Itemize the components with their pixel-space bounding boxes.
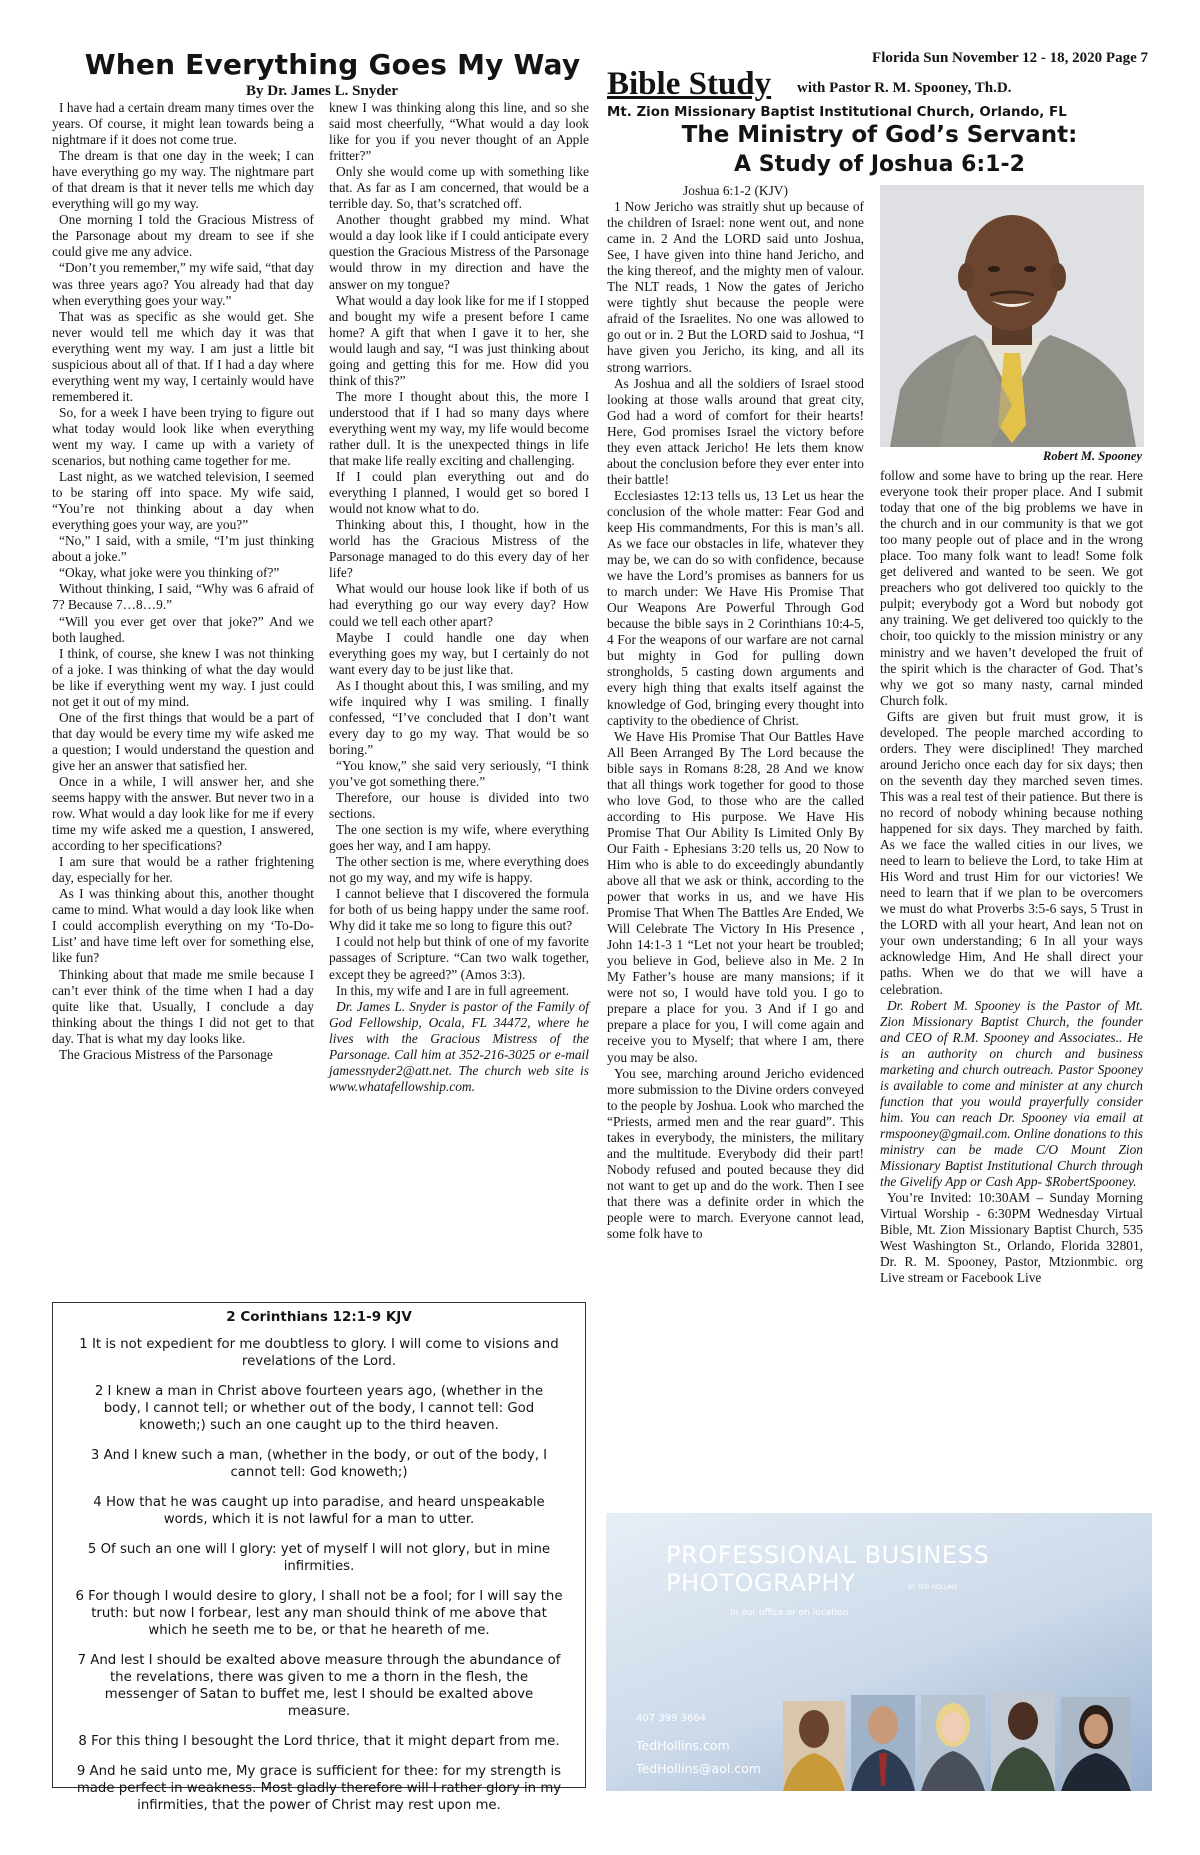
portrait-illustration — [880, 185, 1144, 447]
service-invitation: You’re Invited: 10:30AM – Sunday Morning Virtual Worship - 6:30PM Wednesday Virtual Bible, Mt. Zion Missionary Baptist Church, 535 West Washington St., Orlando, Florida 32801, Dr. R. M. Spooney, Pastor, Mtzionmbic. org Live stream or Facebook Live — [880, 1190, 1143, 1286]
scripture-verse: 4 How that he was caught up into paradise, and heard unspeakable words, which it is not lawful for a man to utter. — [93, 1495, 545, 1527]
paragraph: I think, of course, she knew I was not thinking of a joke. I was thinking of what the day would be like if everything went my way. I just could not get it out of my mind. — [52, 645, 314, 709]
scripture-verse: 2 I knew a man in Christ above fourteen years ago, (whether in the body, I cannot tell; or whether out of the body, I cannot tell: God knoweth;) such an one caught up to the third heaven. — [94, 1384, 544, 1433]
headshot-5 — [1061, 1697, 1131, 1791]
paragraph: Thinking about this, I thought, how in the world has the Gracious Mistress of the Parsonage managed to do this every day of her life? — [329, 517, 589, 581]
paragraph: In this, my wife and I are in full agreement. — [336, 982, 570, 998]
paragraph: I have had a certain dream many times over the years. Of course, it might lean towards being a nightmare if it does not come true. — [52, 100, 314, 148]
paragraph: As I was thinking about this, another thought came to mind. What would a day look like when I could accomplish everything on my ‘To-Do-List’ and have time left over for something else, like fun? — [52, 886, 314, 966]
ad-byline: BY TED HOLLINS — [908, 1584, 958, 1591]
paragraph: What would a day look like for me if I stopped and bought my wife a present before I came home? A gift that when I gave it to her, she would laugh and say, “I was just thinking about going and getting this for me. How did you think of this?” — [329, 292, 589, 388]
pastor-portrait-photo — [880, 185, 1144, 447]
paragraph: You see, marching around Jericho evidenced more submission to the Divine orders conveyed to the people by Joshua. Look who marched the “Priests, armed men and the rear guard”. This takes in everybody, the ministers, the military and the multitude. Everybody did their part! Nobody refused and pouted because they did not want to get up and do the work. Then I see that there was a definite order in which the people were to march. Everyone cannot lead, some folk have to — [607, 1065, 864, 1242]
paragraph: As Joshua and all the soldiers of Israel stood looking at those walls around that great city, God had a word of comfort for their hearts! Here, God promises Israel the victory before they even attack Jericho! He lets them know about the conclusion before they ever enter into their battle! — [607, 375, 864, 487]
church-name: Mt. Zion Missionary Baptist Institutional Church, Orlando, FL — [607, 105, 1067, 120]
paragraph: Ecclesiastes 12:13 tells us, 13 Let us hear the conclusion of the whole matter: Fear God and keep His commandments, For this is man’s all. As we face our obstacles in life, whatever they may be, we can do so with confidence, because we have the Lord’s promises as banners for us to march under: We Have His Promise That Our Weapons Are Powerful Through God because the bible says in 2 Corinthians 10:4-5, 4 For the weapons of our warfare are not carnal but mighty in God for pulling down strongholds, 5 casting down arguments and every high thing that exalts itself against the knowledge of God, bringing every thought into captivity to the obedience of Christ. — [607, 487, 864, 728]
paragraph: knew I was thinking along this line, and so she said most cheerfully, “What would a day look like for you if you never thought of an Apple fritter?” — [329, 100, 589, 164]
paragraph: “Will you ever get over that joke?” And we both laughed. — [52, 613, 314, 645]
scripture-verse: 9 And he said unto me, My grace is sufficient for thee: for my strength is made perfect in weakness. Most gladly therefore will I rather glory in my infirmities, that the power of Christ may rest upon me. — [76, 1764, 562, 1813]
ad-title-line-2: PHOTOGRAPHY — [666, 1569, 856, 1597]
bible-study-column-2 — [880, 468, 1143, 1286]
pastor-bio: Dr. Robert M. Spooney is the Pastor of Mt. Zion Missionary Baptist Church, the founder and CEO of R.M. Spooney and Associates.. He is an authority on church and business marketing and church outreach. Pastor Spooney is available to come and minister at any church function that you would prayerfully consider him. You can reach Dr. Spooney via email at rmspooney@gmail.com. Online donations to this ministry can be made C/O Mount Zion Missionary Baptist Institutional Church through the Givelify App or Cash App- $RobertSpooney. — [880, 997, 1144, 1190]
ad-title-line-1: PROFESSIONAL BUSINESS — [666, 1541, 990, 1569]
paragraph: Last night, as we watched television, I seemed to be staring off into space. My wife said, “You’re not thinking about a day when everything goes your way, are you?” — [52, 469, 314, 533]
paragraph: What would our house look like if both of us had everything go our way every day? How could we tell each other apart? — [329, 581, 589, 629]
paragraph: That was as specific as she would get. She never would tell me which day it was that everything went my way. I am just a little bit suspicious about all of that. If I had a day where everything went my way, I certainly would have remembered it. — [52, 308, 314, 404]
paragraph: The other section is me, where everything does not go my way, and my wife is happy. — [329, 854, 589, 886]
paragraph: One of the first things that would be a part of that day would be every time my wife asked me a question; I would understand the question and give her an answer that satisfied her. — [52, 709, 314, 773]
headshot-1 — [783, 1701, 845, 1791]
paragraph: Only she would come up with something like that. As far as I am concerned, that would be a terrible day. So, that’s scratched off. — [329, 164, 589, 212]
article-column-2 — [329, 100, 589, 1095]
scripture-verse: 1 It is not expedient for me doubtless to glory. I will come to visions and revelations of the Lord. — [79, 1337, 559, 1369]
paragraph: If I could plan everything out and do everything I planned, I would get so bored I would not know what to do. — [329, 469, 589, 517]
ad-email: TedHollins@aol.com — [636, 1761, 761, 1776]
paragraph: I cannot believe that I discovered the formula for both of us being happy under the same roof. Why did it take me so long to figure this out? — [329, 886, 589, 934]
paragraph: As I thought about this, I was smiling, and my wife inquired why I was smiling. I finally confessed, “I’ve concluded that I don’t want every day to go my way. That would be so boring.” — [329, 677, 589, 757]
scripture-verse: 6 For though I would desire to glory, I shall not be a fool; for I will say the truth: but now I forbear, lest any man should think of me above that which he seeth me to be, or that he heareth of me. — [75, 1589, 563, 1638]
study-subheading: A Study of Joshua 6:1-2 — [734, 152, 1025, 177]
bible-study-column-1 — [607, 183, 864, 1242]
paragraph: “Don’t you remember,” my wife said, “that day was three years ago? You already had that day when everything goes your way.” — [52, 260, 314, 308]
scripture-verse: 5 Of such an one will I glory: yet of myself I will not glory, but in mine infirmities. — [87, 1542, 551, 1574]
study-heading: The Ministry of God’s Servant: — [681, 122, 1078, 148]
article-byline: By Dr. James L. Snyder — [246, 83, 398, 99]
paragraph: Without thinking, I said, “Why was 6 afraid of 7? Because 7…8…9.” — [52, 581, 314, 613]
paragraph: I could not help but think of one of my favorite passages of Scripture. “Can two walk together, except they be agreed?” (Amos 3:3). — [329, 934, 589, 982]
paragraph: “No,” I said, with a smile, “I’m just thinking about a joke.” — [52, 533, 314, 565]
scripture-reference: Joshua 6:1-2 (KJV) — [683, 183, 788, 198]
paragraph: Once in a while, I will answer her, and she seems happy with the answer. But never two in a row. What would a day look like for me if every time my wife asked me a question, I answered, according to her specifications? — [52, 773, 314, 854]
paragraph: Maybe I could handle one day when everything goes my way, but I certainly do not want every day to be just like that. — [329, 629, 589, 677]
paragraph: Gifts are given but fruit must grow, it is developed. The people marched according to orders. They were disciplined! They marched around Jericho once each day for six days; then on the seventh day they marched seven times. This was a real test of their patience. But there is no record of nobody whining because nothing happened for six days. They marched by faith. As we face the walled cities in our lives, we need to learn to believe the Lord, to take Him at His Word and trust Him for our victories! We need to learn that if we plan to be overcomers we must do what Proverbs 3:5-6 says, 5 Trust in the LORD with all your heart, And lean not on your own understanding; 6 In all your ways acknowledge Him, And He shall direct your paths. When we do that we will have a celebration. — [880, 708, 1143, 997]
scripture-box — [52, 1302, 586, 1813]
author-bio: Dr. James L. Snyder is pastor of the Family of God Fellowship, Ocala, FL 34472, where he lives with the Gracious Mistress of the Parsonage. Call him at 352-216-3025 or e-mail jamessnyder2@att.net. The church web site is www.whatafellowship.com. — [329, 998, 589, 1094]
scripture-title: 2 Corinthians 12:1-9 KJV — [226, 1309, 412, 1325]
scripture-verse: 3 And I knew such a man, (whether in the body, or out of the body, I cannot tell: God knoweth;) — [90, 1448, 548, 1480]
headshot-3 — [921, 1695, 985, 1791]
paragraph: The more I thought about this, the more I understood that if I had so many days where everything went my way, my life would become rather dull. It is the unexpected things in life that make life really exciting and challenging. — [329, 388, 589, 469]
page-folio: Florida Sun November 12 - 18, 2020 Page 7 — [872, 50, 1148, 66]
headshot-4 — [991, 1691, 1055, 1791]
paragraph: The dream is that one day in the week; I can have everything go my way. The nightmare part of that dream is that it never tells me which day everything will go my way. — [52, 148, 314, 212]
paragraph: “You know,” she said very seriously, “I think you’ve got something there.” — [329, 757, 589, 789]
scripture-verse: 8 For this thing I besought the Lord thrice, that it might depart from me. — [78, 1734, 560, 1749]
paragraph: I am sure that would be a rather frightening day, especially for her. — [52, 854, 314, 886]
headshot-2 — [851, 1695, 915, 1791]
paragraph: Another thought grabbed my mind. What would a day look like if I could anticipate every question the Gracious Mistress of the Parsonage would throw in my direction and have the answer on my tongue? — [329, 212, 589, 292]
paragraph: So, for a week I have been trying to figure out what today would look like when everything went my way. I came up with a variety of scenarios, but nothing came together for me. — [52, 404, 314, 469]
paragraph: follow and some have to bring up the rear. Here everyone took their proper place. And I submit today that one of the big problems we have in the church and in our community is that we got too many people out of place and in the wrong place. Too many folk want to lead! Some folk get delivered and wanted to be seen. We got preachers who got delivered too quickly to the pulpit; everybody got a Word but nobody got any training. We get delivered too quickly to the choir, too quickly to the mission ministry or any ministry and we haven’t developed the fruit of the spirit which is the character of God. That’s why we got so many nasty, carnal minded Church folk. — [880, 468, 1143, 708]
paragraph: The one section is my wife, where everything goes her way, and I am happy. — [329, 822, 589, 854]
paragraph: Thinking about that made me smile because I can’t ever think of the time when I had a day quite like that. Usually, I conclude a day thinking about the things I did not get to that day. That is what my day looks like. — [52, 966, 314, 1046]
scripture-verse: 7 And lest I should be exalted above measure through the abundance of the revelations, there was given to me a thorn in the flesh, the messenger of Satan to buffet me, lest I should be exalted above measure. — [77, 1653, 561, 1719]
paragraph: We Have His Promise That Our Battles Have All Been Arranged By The Lord because the bible says in Romans 8:28, 28 And we know that all things work together for good to those who love God, to those who are the called according to His purpose. We Have His Promise That Our Ability Is Limited Only By Our Faith - Ephesians 3:20 tells us, 20 Now to Him who is able to do exceedingly abundantly above all that we ask or think, according to the power that works in us, and we have His Promise That When The Battles Are Ended, We Will Celebrate The Victory In His Presence , John 14:1-3 1 “Let not your heart be troubled; you believe in God, believe also in Me. 2 In My Father’s house are many mansions; if it were not so, I would have told you. I go to prepare a place for you. 3 And if I go and prepare a place for you, I will come again and receive you to Myself; that where I am, there you may be also. — [607, 728, 864, 1065]
paragraph: “Okay, what joke were you thinking of?” — [59, 565, 280, 581]
bible-study-pastor: with Pastor R. M. Spooney, Th.D. — [797, 80, 1012, 96]
ad-website: TedHollins.com — [636, 1738, 730, 1753]
paragraph: Therefore, our house is divided into two sections. — [329, 790, 589, 822]
photo-caption: Robert M. Spooney — [1043, 449, 1142, 463]
paragraph: 1 Now Jericho was straitly shut up because of the children of Israel: none went out, and none came in. 2 And the LORD said unto Joshua, See, I have given into thine hand Jericho, and the king thereof, and the mighty men of valour. The NLT reads, 1 Now the gates of Jericho were tightly shut because the people were afraid of the Israelites. No one was allowed to go out or in. 2 But the LORD said to Joshua, “I have given you Jericho, its king, and all its strong warriors. — [607, 199, 864, 375]
paragraph: One morning I told the Gracious Mistress of the Parsonage about my dream to see if she could give me any advice. — [52, 212, 314, 260]
ad-subtitle: In our office or on location — [730, 1608, 849, 1618]
ad-phone: 407 399 3664 — [636, 1713, 706, 1724]
photography-advertisement — [606, 1513, 1152, 1791]
bible-study-title: Bible Study — [607, 66, 772, 102]
headshot-portraits — [781, 1681, 1141, 1791]
article-headline: When Everything Goes My Way — [84, 48, 581, 81]
article-column-1 — [52, 100, 314, 1063]
paragraph: The Gracious Mistress of the Parsonage — [59, 1046, 273, 1062]
